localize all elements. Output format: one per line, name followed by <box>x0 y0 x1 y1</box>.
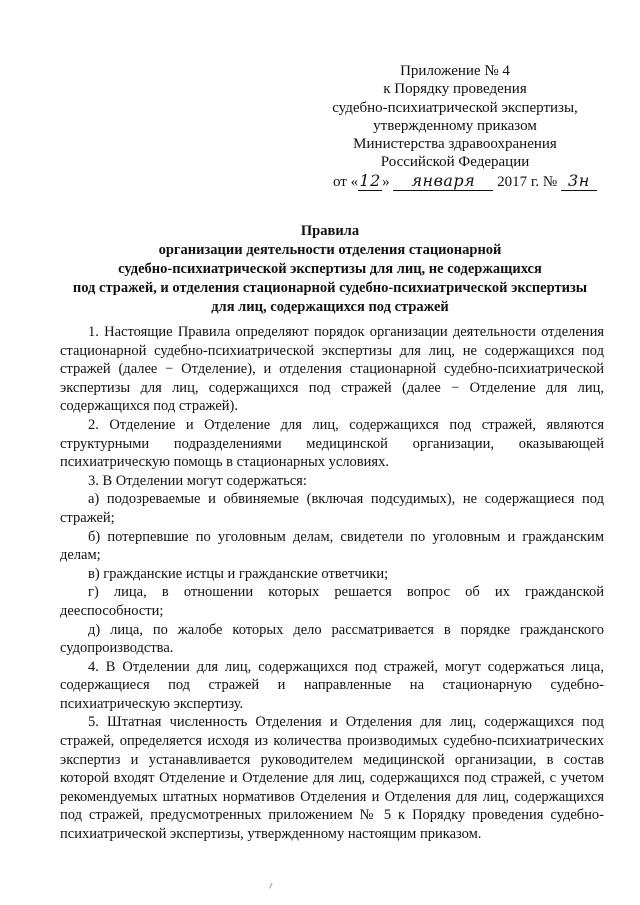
title-line-4: под стражей, и отделения стационарной судебно-психиатрической экспертизы <box>72 280 588 296</box>
date-day-handwritten: 12 <box>359 170 381 190</box>
paragraph-3: 3. В Отделении могут содержаться: <box>88 472 307 489</box>
document-title <box>40 222 620 317</box>
paragraph-3-item-d: г) лица, в отношении которых решается вопрос об их гражданской дееспособности; <box>60 584 604 619</box>
paragraph-3-item-b: б) потерпевшие по уголовным делам, свидетели по уголовным и гражданским делам; <box>60 528 604 564</box>
annex-line-2: к Порядку проведения <box>383 81 527 98</box>
paragraph-3-item-e: д) лица, по жалобе которых дело рассматривается в порядке гражданского судопроизводства. <box>60 621 604 657</box>
annex-line-6: Российской Федерации <box>380 154 530 171</box>
paragraph-4: 4. В Отделении для лиц, содержащихся под стражей, могут содержаться лица, содержащиеся под стражей и направленные на стационарную судебно-психиатрическую экспертизу. <box>60 658 604 712</box>
annex-line-4: утвержденному приказом <box>373 117 537 134</box>
title-line-5: для лиц, содержащихся под стражей <box>211 299 449 315</box>
document-body <box>60 323 604 844</box>
paragraph-2: 2. Отделение и Отделение для лиц, содержащихся под стражей, являются структурными подразделениями медицинской организации, оказывающей психиатрическую помощь в стационарных условиях. <box>60 416 604 471</box>
order-number-handwritten: 3н <box>561 172 597 191</box>
title-line-3: судебно-психиатрической экспертизы для лиц, не содержащихся <box>118 261 542 277</box>
order-date-line <box>300 172 610 191</box>
date-prefix: от « <box>333 173 359 190</box>
date-month-handwritten: января <box>393 172 493 191</box>
paragraph-3-item-a: а) подозреваемые и обвиняемые (включая подсудимых), не содержащиеся под стражей; <box>60 491 604 526</box>
paragraph-3-item-c: в) гражданские истцы и гражданские ответчики; <box>88 565 389 582</box>
title-line-1: Правила <box>300 223 360 239</box>
annex-line-3: судебно-психиатрической экспертизы, <box>332 99 578 116</box>
annex-line-5: Министерства здравоохранения <box>353 136 557 153</box>
paragraph-5: 5. Штатная численность Отделения и Отделения для лиц, содержащихся под стражей, определяется исходя из количества производимых судебно-психиатрических экспертиз и устанавливается руководителем медицинской организации, в состав которой входят Отделение и Отделение для лиц, содержащихся под стражей, с учетом рекомендуемых штатных нормативов Отделения и Отделения для лиц, содержащихся под стражей, предусмотренных приложением № 5 к Порядку проведения судебно-психиатрической экспертизы, утвержденному настоящим приказом. <box>60 714 604 843</box>
annex-header <box>300 62 610 191</box>
scan-mark <box>269 883 278 891</box>
paragraph-1: 1. Настоящие Правила определяют порядок организации деятельности отделения стационарной судебно-психиатрической экспертизы для лиц, не содержащихся под стражей (далее − Отделение), и отделения стационарной судебно-психиатрической экспертизы для лиц, содержащихся под стражей (далее − Отделение для лиц, содержащихся под стражей). <box>60 324 604 415</box>
title-line-2: организации деятельности отделения стационарной <box>158 242 502 258</box>
date-quote-close: » <box>382 173 390 190</box>
date-year-label: 2017 г. № <box>497 173 558 190</box>
annex-number: Приложение № 4 <box>400 63 510 79</box>
